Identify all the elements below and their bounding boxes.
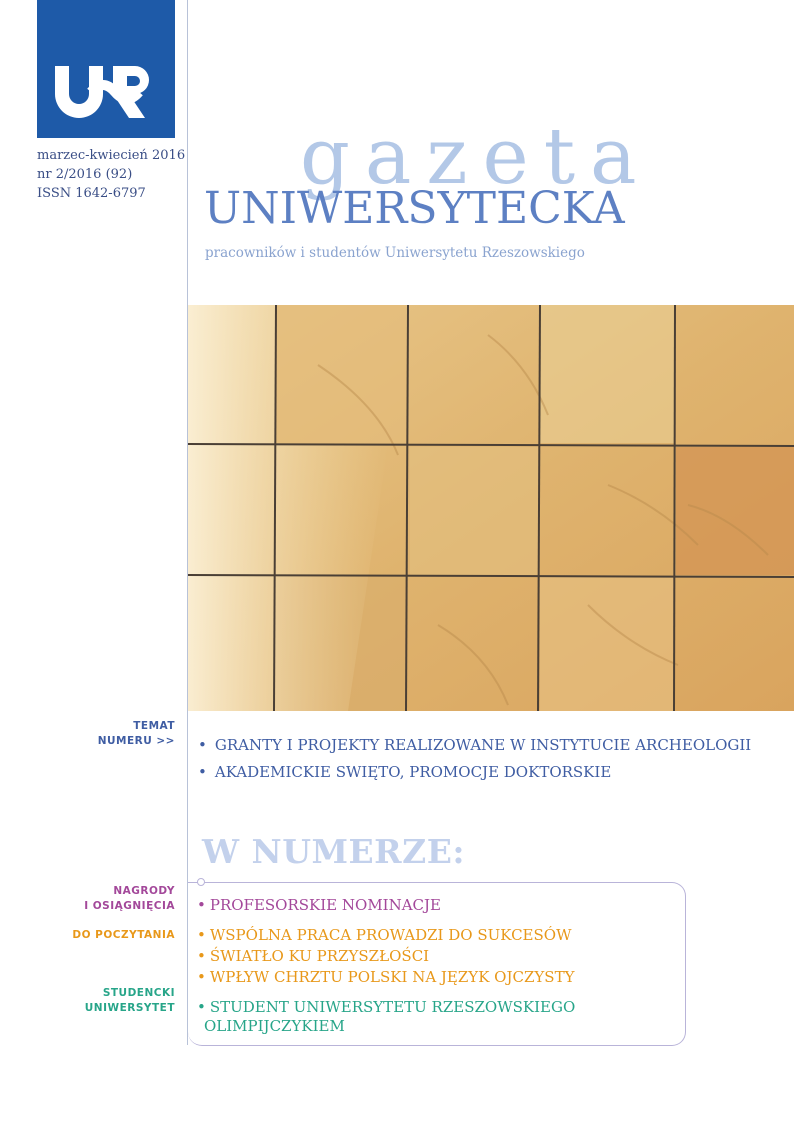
box-dot-icon <box>197 878 205 886</box>
in-issue-item: • STUDENT UNIWERSYTETU RZESZOWSKIEGO <box>197 998 576 1016</box>
masthead-subtitle: pracowników i studentów Uniwersytetu Rzeszowskiego <box>205 245 585 261</box>
issue-date: marzec-kwiecień 2016 <box>37 148 186 163</box>
in-issue-item: • ŚWIATŁO KU PRZYSZŁOŚCI <box>197 947 430 965</box>
theme-label: TEMAT NUMERU >> <box>97 720 175 747</box>
masthead-gazeta: gazeta <box>300 112 652 202</box>
university-logo <box>37 0 175 138</box>
theme-item-2: • AKADEMICKIE SWIĘTO, PROMOCJE DOKTORSKIE <box>198 763 612 781</box>
section-label-student: STUDENCKI UNIWERSYTET <box>84 987 175 1014</box>
ur-logo-icon <box>51 62 163 122</box>
in-issue-item: • WPŁYW CHRZTU POLSKI NA JĘZYK OJCZYSTY <box>197 968 575 986</box>
issue-issn: ISSN 1642-6797 <box>37 186 146 201</box>
issue-info <box>37 146 185 203</box>
masthead-title: UNIWERSYTECKA <box>204 183 625 234</box>
in-issue-heading: W NUMERZE: <box>202 832 466 871</box>
section-label-awards: NAGRODY I OSIĄGNIĘCIA <box>84 885 175 912</box>
issue-number: nr 2/2016 (92) <box>37 167 133 182</box>
in-issue-item: • PROFESORSKIE NOMINACJE <box>197 896 441 914</box>
in-issue-item: • WSPÓLNA PRACA PROWADZI DO SUKCESÓW <box>197 926 572 944</box>
section-label-reading: DO POCZYTANIA <box>72 929 175 941</box>
cover-photo <box>188 305 794 711</box>
in-issue-item-continued: OLIMPIJCZYKIEM <box>204 1017 345 1035</box>
theme-item-1: • GRANTY I PROJEKTY REALIZOWANE W INSTYTUCIE ARCHEOLOGII <box>198 736 752 754</box>
